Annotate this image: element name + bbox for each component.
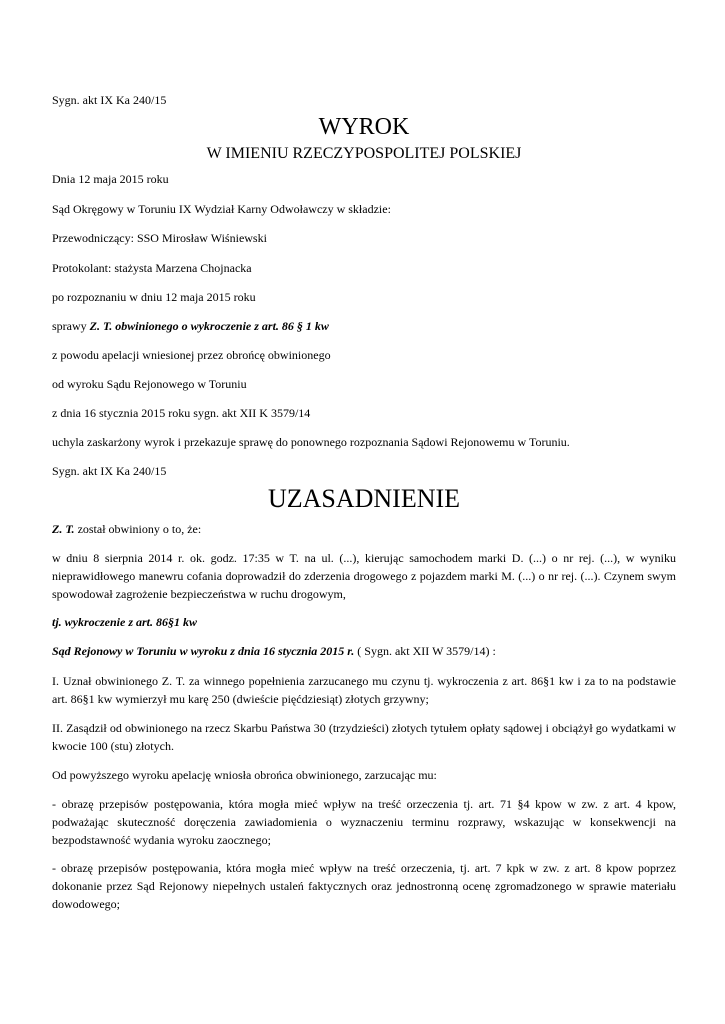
lower-court-verdict: od wyroku Sądu Rejonowego w Toruniu [52, 377, 247, 391]
accused-line [52, 520, 676, 538]
court-clerk: Protokolant: stażysta Marzena Chojnacka [52, 261, 252, 275]
case-signature-top: Sygn. akt IX Ka 240/15 [52, 93, 167, 107]
appeal-charge-2: - obrazę przepisów postępowania, która mogła mieć wpływ na treść orzeczenia, tj. art. 7 kpk w zw. z art. 8 kpow poprzez dokonanie przez Sąd Rejonowy niepełnych ustaleń faktycznych oraz jednostronną ocenę zgromadzonego w sprawie materiału dowodowego; [52, 861, 676, 911]
lower-court-verdict-date: z dnia 16 stycznia 2015 roku sygn. akt XII K 3579/14 [52, 406, 311, 420]
verdict-date: Dnia 12 maja 2015 roku [52, 172, 169, 186]
case-prefix: sprawy [52, 319, 90, 333]
facts-paragraph: w dniu 8 sierpnia 2014 r. ok. godz. 17:35 w T. na ul. (...), kierując samochodem marki D. (...) o nr rej. (...), w wyniku nieprawidłowego manewru cofania doprowadził do zderzenia drogowego z pojazdem marki M. (...) o nr rej. (...). Czynem swym spowodował zagrożenie bezpieczeństwa w ruchu drogowym, [52, 551, 676, 601]
verdict-title: WYROK [318, 114, 410, 140]
court-composition: Sąd Okręgowy w Toruniu IX Wydział Karny Odwoławczy w składzie: [52, 202, 391, 216]
justification-title: UZASADNIENIE [267, 484, 461, 513]
case-subject [52, 317, 676, 335]
case-signature-mid: Sygn. akt IX Ka 240/15 [52, 464, 167, 478]
accused-name: Z. T. [52, 522, 75, 536]
appeal-intro: Od powyższego wyroku apelację wniosła obrońca obwinionego, zarzucając mu: [52, 768, 437, 782]
district-court-verdict [52, 642, 676, 660]
district-court-bold: Sąd Rejonowy w Toruniu w wyroku z dnia 16 stycznia 2015 r. [52, 644, 355, 658]
verdict-point-1: I. Uznał obwinionego Z. T. za winnego popełnienia zarzucanego mu czynu tj. wykroczenia z art. 86§1 kw i za to na podstawie art. 86§1 kw wymierzył mu karę 250 (dwieście pięćdziesiąt) złotych grzywny; [52, 674, 676, 706]
appeal-source: z powodu apelacji wniesionej przez obrońcę obwinionego [52, 348, 331, 362]
ruling-text: uchyla zaskarżony wyrok i przekazuje sprawę do ponownego rozpoznania Sądowi Rejonowemu w Toruniu. [52, 435, 570, 449]
accused-rest: został obwiniony o to, że: [74, 522, 202, 536]
appeal-charge-1: - obrazę przepisów postępowania, która mogła mieć wpływ na treść orzeczenia tj. art. 71 §4 kpow w zw. z art. 4 kpow, podważając skuteczność doręczenia zawiadomienia o wyznaczeniu terminu rozprawy, wskazując w konsekwencji na bezpodstawność wydania wyroku zaocznego; [52, 797, 676, 847]
verdict-subtitle: W IMIENIU RZECZYPOSPOLITEJ POLSKIEJ [206, 145, 522, 162]
district-court-rest: ( Sygn. akt XII W 3579/14) : [354, 644, 496, 658]
hearing-date: po rozpoznaniu w dniu 12 maja 2015 roku [52, 290, 256, 304]
case-bold: Z. T. obwinionego o wykroczenie z art. 86 § 1 kw [89, 319, 329, 333]
verdict-point-2: II. Zasądził od obwinionego na rzecz Skarbu Państwa 30 (trzydzieści) złotych tytułem opłaty sądowej i obciążył go wydatkami w kwocie 100 (stu) złotych. [52, 721, 676, 753]
presiding-judge: Przewodniczący: SSO Mirosław Wiśniewski [52, 231, 267, 245]
qualification: tj. wykroczenie z art. 86§1 kw [52, 615, 198, 629]
